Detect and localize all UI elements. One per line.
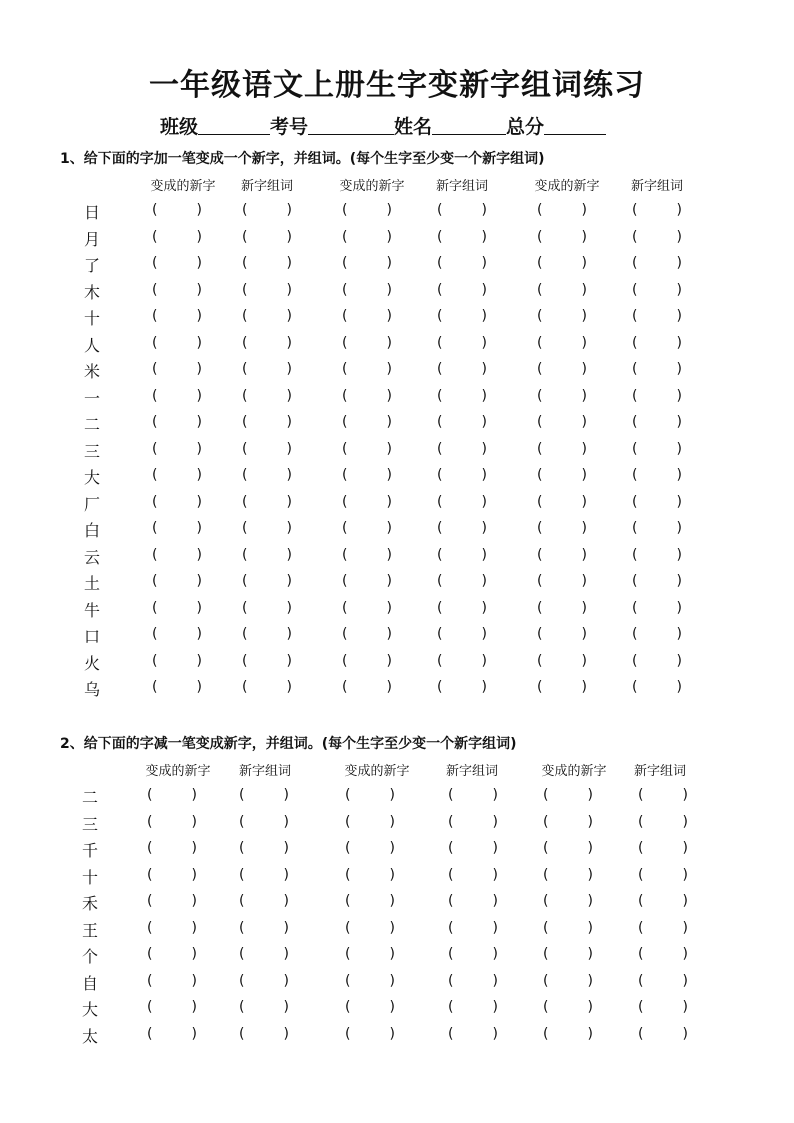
section1-answer-blank[interactable]: ( ): [437, 520, 487, 536]
section1-answer-blank[interactable]: ( ): [437, 493, 487, 510]
section2-source-character: 十: [81, 867, 98, 887]
section1-source-character: 木: [83, 282, 100, 302]
section1-answer-blank[interactable]: ( ): [152, 493, 202, 510]
section2-answer-blank[interactable]: ( ): [239, 999, 289, 1015]
section1-answer-blank[interactable]: ( ): [242, 228, 292, 245]
section1-answer-blank[interactable]: ( ): [632, 573, 682, 589]
section2-answer-blank[interactable]: ( ): [638, 1025, 688, 1042]
section1-answer-blank[interactable]: ( ): [242, 202, 292, 218]
section1-answer-blank[interactable]: ( ): [342, 387, 392, 404]
section1-answer-blank[interactable]: ( ): [632, 228, 682, 245]
section1-column-header: 变成的新字: [150, 179, 216, 194]
section1-source-character: 大: [83, 468, 100, 487]
section2-answer-blank[interactable]: ( ): [543, 866, 593, 883]
section1-answer-blank[interactable]: ( ): [242, 493, 292, 510]
section1-answer-blank[interactable]: ( ): [242, 281, 292, 298]
section2-column-header: 变成的新字: [344, 764, 410, 779]
section2-answer-blank[interactable]: ( ): [448, 1025, 498, 1042]
section2-answer-blank[interactable]: ( ): [638, 866, 688, 883]
section2-answer-blank[interactable]: ( ): [543, 893, 593, 909]
section1-answer-blank[interactable]: ( ): [632, 308, 682, 324]
section2-answer-blank[interactable]: ( ): [147, 893, 197, 909]
section1-answer-blank[interactable]: ( ): [242, 520, 292, 536]
section2-answer-blank[interactable]: ( ): [638, 919, 688, 936]
section2-answer-blank[interactable]: ( ): [147, 866, 197, 883]
section2-answer-blank[interactable]: ( ): [543, 999, 593, 1015]
section2-answer-blank[interactable]: ( ): [345, 999, 395, 1015]
section1-answer-blank[interactable]: ( ): [537, 599, 587, 616]
section2-answer-blank[interactable]: ( ): [239, 893, 289, 909]
section1-answer-blank[interactable]: ( ): [632, 361, 682, 377]
section1-answer-blank[interactable]: ( ): [537, 626, 587, 642]
section2-answer-blank[interactable]: ( ): [448, 946, 498, 962]
section1-answer-blank[interactable]: ( ): [437, 255, 487, 271]
section1-answer-blank[interactable]: ( ): [242, 440, 292, 457]
section1-answer-blank[interactable]: ( ): [632, 334, 682, 351]
section1-answer-blank[interactable]: ( ): [152, 228, 202, 245]
section1-answer-blank[interactable]: ( ): [632, 626, 682, 642]
section2-source-character: 二: [81, 788, 98, 807]
section1-answer-blank[interactable]: ( ): [342, 626, 392, 642]
section2-answer-blank[interactable]: ( ): [147, 972, 197, 989]
section2-answer-blank[interactable]: ( ): [638, 946, 688, 962]
section1-answer-blank[interactable]: ( ): [242, 387, 292, 404]
section1-answer-blank[interactable]: ( ): [537, 679, 587, 695]
section1-answer-blank[interactable]: ( ): [242, 361, 292, 377]
total-score-label: 总分: [506, 116, 545, 138]
section2-answer-blank[interactable]: ( ): [147, 919, 197, 936]
section1-answer-blank[interactable]: ( ): [152, 387, 202, 404]
section1-instructions: 1、给下面的字加一笔变成一个新字，并组词。(每个生字至少变一个新字组词): [60, 151, 545, 167]
section2-answer-blank[interactable]: ( ): [448, 893, 498, 909]
section2-instructions: 2、给下面的字减一笔变成新字，并组词。(每个生字至少变一个新字组词): [60, 736, 517, 752]
section1-answer-blank[interactable]: ( ): [342, 546, 392, 563]
section2-answer-blank[interactable]: ( ): [638, 813, 688, 830]
section1-answer-blank[interactable]: ( ): [152, 255, 202, 271]
section1-answer-blank[interactable]: ( ): [537, 493, 587, 510]
section1-column-header: 变成的新字: [534, 179, 600, 194]
section1-source-character: 土: [83, 574, 100, 593]
section1-answer-blank[interactable]: ( ): [537, 334, 587, 351]
section2-source-character: 个: [81, 947, 98, 966]
section1-answer-blank[interactable]: ( ): [537, 308, 587, 324]
section1-column-header: 变成的新字: [339, 179, 405, 194]
section1-answer-blank[interactable]: ( ): [537, 467, 587, 483]
section1-answer-blank[interactable]: ( ): [342, 414, 392, 430]
section1-answer-blank[interactable]: ( ): [537, 652, 587, 669]
section1-answer-blank[interactable]: ( ): [632, 202, 682, 218]
section1-answer-blank[interactable]: ( ): [437, 334, 487, 351]
section2-source-character: 王: [81, 920, 98, 940]
section2-source-character: 自: [81, 973, 98, 993]
section1-answer-blank[interactable]: ( ): [632, 440, 682, 457]
section2-answer-blank[interactable]: ( ): [345, 893, 395, 909]
section2-answer-blank[interactable]: ( ): [448, 813, 498, 830]
section1-answer-blank[interactable]: ( ): [152, 652, 202, 669]
section1-answer-blank[interactable]: ( ): [342, 361, 392, 377]
section1-answer-blank[interactable]: ( ): [342, 520, 392, 536]
section1-answer-blank[interactable]: ( ): [537, 255, 587, 271]
section2-answer-blank[interactable]: ( ): [239, 946, 289, 962]
section1-answer-blank[interactable]: ( ): [632, 599, 682, 616]
name-field[interactable]: [432, 116, 506, 135]
section2-answer-blank[interactable]: ( ): [638, 840, 688, 856]
section1-source-character: 了: [83, 256, 100, 275]
section1-answer-blank[interactable]: ( ): [342, 308, 392, 324]
section1-source-character: 三: [83, 441, 100, 461]
section1-answer-blank[interactable]: ( ): [342, 228, 392, 245]
section2-answer-blank[interactable]: ( ): [448, 866, 498, 883]
section2-answer-blank[interactable]: ( ): [147, 840, 197, 856]
section2-answer-blank[interactable]: ( ): [345, 787, 395, 803]
section2-answer-blank[interactable]: ( ): [543, 1025, 593, 1042]
section1-answer-blank[interactable]: ( ): [242, 626, 292, 642]
section1-source-character: 人: [83, 335, 100, 355]
section2-answer-blank[interactable]: ( ): [239, 787, 289, 803]
section1-source-character: 月: [83, 229, 100, 249]
section1-answer-blank[interactable]: ( ): [152, 281, 202, 298]
section2-answer-blank[interactable]: ( ): [448, 972, 498, 989]
section2-source-character: 大: [81, 1000, 98, 1019]
section1-answer-blank[interactable]: ( ): [242, 334, 292, 351]
section1-answer-blank[interactable]: ( ): [437, 626, 487, 642]
section1-answer-blank[interactable]: ( ): [242, 308, 292, 324]
section2-answer-blank[interactable]: ( ): [448, 999, 498, 1015]
section1-source-character: 牛: [83, 600, 100, 620]
section1-answer-blank[interactable]: ( ): [342, 281, 392, 298]
section1-answer-blank[interactable]: ( ): [242, 599, 292, 616]
section2-column-header: 新字组词: [445, 764, 498, 779]
section1-answer-blank[interactable]: ( ): [152, 626, 202, 642]
section1-answer-blank[interactable]: ( ): [152, 440, 202, 457]
section2-answer-blank[interactable]: ( ): [448, 919, 498, 936]
section2-answer-blank[interactable]: ( ): [638, 893, 688, 909]
section1-answer-blank[interactable]: ( ): [537, 520, 587, 536]
section1-answer-blank[interactable]: ( ): [242, 467, 292, 483]
section2-answer-blank[interactable]: ( ): [239, 866, 289, 883]
section2-answer-blank[interactable]: ( ): [147, 1025, 197, 1042]
section1-column-header: 新字组词: [240, 179, 293, 194]
section1-source-character: 云: [83, 547, 100, 567]
section1-answer-blank[interactable]: ( ): [437, 652, 487, 669]
section1-answer-blank[interactable]: ( ): [632, 546, 682, 563]
section1-source-character: 白: [83, 521, 100, 540]
section2-column-header: 变成的新字: [145, 764, 211, 779]
section2-answer-blank[interactable]: ( ): [345, 972, 395, 989]
section2-answer-blank[interactable]: ( ): [448, 787, 498, 803]
exam-number-field[interactable]: [308, 116, 394, 135]
section1-answer-blank[interactable]: ( ): [437, 573, 487, 589]
section1-source-character: 火: [83, 653, 100, 673]
section1-answer-blank[interactable]: ( ): [632, 467, 682, 483]
section2-answer-blank[interactable]: ( ): [239, 840, 289, 856]
section2-answer-blank[interactable]: ( ): [543, 787, 593, 803]
section1-answer-blank[interactable]: ( ): [152, 334, 202, 351]
section1-answer-blank[interactable]: ( ): [537, 387, 587, 404]
section2-answer-blank[interactable]: ( ): [345, 813, 395, 830]
section2-answer-blank[interactable]: ( ): [345, 1025, 395, 1042]
section2-answer-blank[interactable]: ( ): [345, 840, 395, 856]
section2-answer-blank[interactable]: ( ): [345, 946, 395, 962]
section1-answer-blank[interactable]: ( ): [152, 308, 202, 324]
section1-column-header: 新字组词: [435, 179, 488, 194]
section2-column-header: 变成的新字: [541, 764, 607, 779]
section1-answer-blank[interactable]: ( ): [537, 546, 587, 563]
section2-answer-blank[interactable]: ( ): [239, 972, 289, 989]
section2-answer-blank[interactable]: ( ): [543, 840, 593, 856]
section1-answer-blank[interactable]: ( ): [342, 467, 392, 483]
name-label: 姓名: [394, 116, 433, 138]
section2-answer-blank[interactable]: ( ): [543, 946, 593, 962]
section2-answer-blank[interactable]: ( ): [147, 813, 197, 830]
section1-answer-blank[interactable]: ( ): [152, 520, 202, 536]
section1-answer-blank[interactable]: ( ): [437, 546, 487, 563]
student-info-line: [160, 112, 606, 139]
section2-answer-blank[interactable]: ( ): [147, 946, 197, 962]
section1-answer-blank[interactable]: ( ): [342, 599, 392, 616]
section2-answer-blank[interactable]: ( ): [239, 813, 289, 830]
section1-answer-blank[interactable]: ( ): [242, 652, 292, 669]
section2-answer-blank[interactable]: ( ): [543, 919, 593, 936]
exam-number-label: 考号: [270, 116, 309, 138]
section1-answer-blank[interactable]: ( ): [152, 679, 202, 695]
section1-answer-blank[interactable]: ( ): [242, 255, 292, 271]
section1-answer-blank[interactable]: ( ): [152, 361, 202, 377]
section1-answer-blank[interactable]: ( ): [632, 414, 682, 430]
section1-answer-blank[interactable]: ( ): [437, 467, 487, 483]
section1-answer-blank[interactable]: ( ): [537, 228, 587, 245]
section1-answer-blank[interactable]: ( ): [537, 281, 587, 298]
section1-answer-blank[interactable]: ( ): [242, 573, 292, 589]
section1-answer-blank[interactable]: ( ): [437, 599, 487, 616]
section2-answer-blank[interactable]: ( ): [147, 999, 197, 1015]
section1-answer-blank[interactable]: ( ): [152, 599, 202, 616]
section1-answer-blank[interactable]: ( ): [537, 440, 587, 457]
section1-answer-blank[interactable]: ( ): [632, 281, 682, 298]
section2-answer-blank[interactable]: ( ): [147, 787, 197, 803]
section1-answer-blank[interactable]: ( ): [437, 228, 487, 245]
section1-source-character: 口: [83, 627, 100, 646]
section1-source-character: 厂: [83, 494, 100, 514]
section1-answer-blank[interactable]: ( ): [632, 255, 682, 271]
section2-column-header: 新字组词: [633, 764, 686, 779]
section1-answer-blank[interactable]: ( ): [242, 546, 292, 563]
section2-answer-blank[interactable]: ( ): [543, 972, 593, 989]
section2-answer-blank[interactable]: ( ): [448, 840, 498, 856]
section1-answer-blank[interactable]: ( ): [152, 414, 202, 430]
section1-answer-blank[interactable]: ( ): [632, 520, 682, 536]
section1-answer-blank[interactable]: ( ): [537, 202, 587, 218]
section1-answer-blank[interactable]: ( ): [342, 255, 392, 271]
section1-answer-blank[interactable]: ( ): [437, 281, 487, 298]
section1-column-header: 新字组词: [630, 179, 683, 194]
section2-source-character: 禾: [81, 894, 98, 913]
section1-answer-blank[interactable]: ( ): [437, 308, 487, 324]
section1-answer-blank[interactable]: ( ): [632, 493, 682, 510]
class-label: 班级: [160, 116, 199, 138]
section1-answer-blank[interactable]: ( ): [342, 440, 392, 457]
section2-column-header: 新字组词: [238, 764, 291, 779]
section2-answer-blank[interactable]: ( ): [638, 999, 688, 1015]
section1-answer-blank[interactable]: ( ): [632, 652, 682, 669]
section1-answer-blank[interactable]: ( ): [437, 440, 487, 457]
section1-answer-blank[interactable]: ( ): [342, 202, 392, 218]
section2-answer-blank[interactable]: ( ): [543, 813, 593, 830]
section1-answer-blank[interactable]: ( ): [152, 573, 202, 589]
section1-source-character: 乌: [83, 680, 100, 699]
section1-answer-blank[interactable]: ( ): [537, 361, 587, 377]
section1-answer-blank[interactable]: ( ): [342, 334, 392, 351]
section2-answer-blank[interactable]: ( ): [638, 972, 688, 989]
section1-answer-blank[interactable]: ( ): [152, 467, 202, 483]
section1-answer-blank[interactable]: ( ): [242, 414, 292, 430]
total-score-field[interactable]: [544, 116, 606, 135]
section2-answer-blank[interactable]: ( ): [239, 919, 289, 936]
section1-source-character: 十: [83, 309, 100, 328]
section1-answer-blank[interactable]: ( ): [437, 387, 487, 404]
section1-answer-blank[interactable]: ( ): [437, 679, 487, 695]
section1-answer-blank[interactable]: ( ): [342, 652, 392, 669]
section2-answer-blank[interactable]: ( ): [345, 919, 395, 936]
section1-answer-blank[interactable]: ( ): [152, 202, 202, 218]
section1-answer-blank[interactable]: ( ): [342, 493, 392, 510]
section2-answer-blank[interactable]: ( ): [638, 787, 688, 803]
section1-answer-blank[interactable]: ( ): [342, 679, 392, 695]
section1-answer-blank[interactable]: ( ): [632, 387, 682, 404]
section1-answer-blank[interactable]: ( ): [537, 414, 587, 430]
section1-answer-blank[interactable]: ( ): [152, 546, 202, 563]
class-field[interactable]: [198, 116, 270, 135]
section2-source-character: 太: [81, 1026, 98, 1046]
section1-answer-blank[interactable]: ( ): [437, 361, 487, 377]
section1-answer-blank[interactable]: ( ): [342, 573, 392, 589]
section2-answer-blank[interactable]: ( ): [239, 1025, 289, 1042]
section2-source-character: 千: [81, 841, 98, 860]
section1-source-character: 一: [83, 388, 100, 408]
section1-answer-blank[interactable]: ( ): [242, 679, 292, 695]
section1-answer-blank[interactable]: ( ): [632, 679, 682, 695]
section2-answer-blank[interactable]: ( ): [345, 866, 395, 883]
section1-source-character: 米: [83, 362, 100, 381]
section1-source-character: 日: [83, 203, 100, 222]
section1-source-character: 二: [83, 415, 100, 434]
section1-answer-blank[interactable]: ( ): [437, 202, 487, 218]
section1-answer-blank[interactable]: ( ): [437, 414, 487, 430]
section1-answer-blank[interactable]: ( ): [537, 573, 587, 589]
section2-source-character: 三: [81, 814, 98, 834]
page-title: 一年级语文上册生字变新字组词练习: [149, 68, 645, 103]
